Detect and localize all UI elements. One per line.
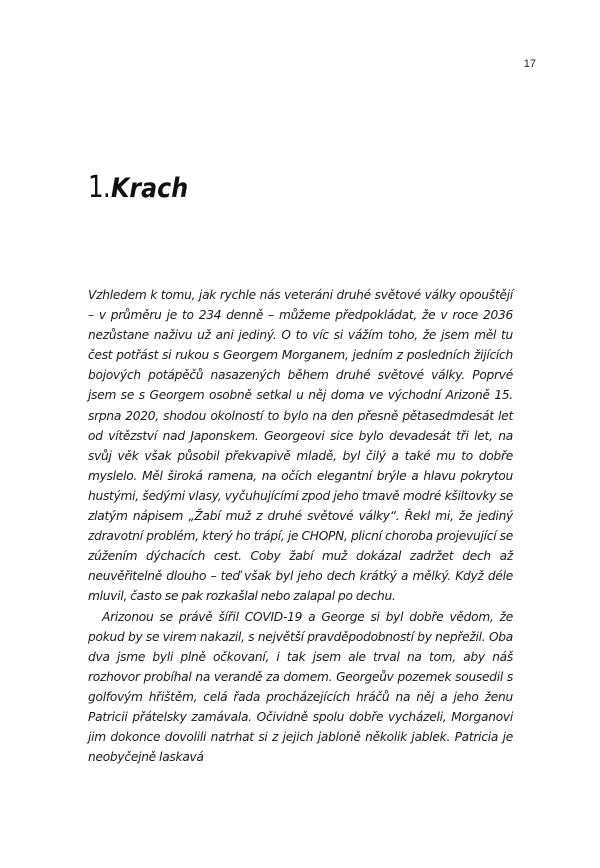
chapter-title: Krach — [110, 173, 188, 204]
paragraph: Arizonou se právě šířil COVID-19 a George si byl dobře vědom, že pokud by se virem nakazil, s největší pravděpodobností by nepřežil. Oba dva jsme byli plně očkovaní, i tak jsem ale trval na tom, aby náš rozhovor probíhal na verandě za domem. Georgeův pozemek sousedil s golfovým hřištěm, celá řada procházejících hráčů na něj a jeho ženu Patricii přátelsky zamávala. Očividně spolu dobře vycházeli, Morganovi jim dokonce dovolili natrhat si z jejich jabloně několik jablek. Patricia je neobyčejně laskavá — [88, 609, 513, 765]
paragraph: Vzhledem k tomu, jak rychle nás veteráni druhé světové války opouštějí – v průměru je to 234 denně – můžeme předpokládat, že v roce 2036 nezůstane naživu už ani jediný. O to víc si vážím toho, že jsem měl tu čest potřást si rukou s Georgem Morganem, jedním z posledních žijících bojových potápěčů nasazených během druhé světové války. Poprvé jsem se s Georgem osobně setkal u něj doma ve východní Arizoně 15. srpna 2020, shodou okolností to bylo na den přesně pětasedmdesát let od vítězství nad Japonskem. Georgeovi sice bylo devadesát tři let, na svůj věk však působil překvapivě mladě, byl čilý a také mu to dobře myslelo. Měl široká ramena, na očích elegantní brýle a hlavu pokrytou hustými, šedými vlasy, vyčuhujícími zpod jeho tmavě modré kšiltovky se zlatým nápisem „Žabí muž z druhé světové války“. Řekl mi, že jediný zdravotní problém, který ho trápí, je CHOPN, plicní choroba projevující se zúžením dýchacích cest. Coby žabí muž dokázal zadržet dech až neuvěřitelně dlouho – teď však byl jeho dech krátký a mělký. Když déle mluvil, často se pak rozkašlal nebo zalapal po dechu. — [88, 288, 513, 604]
page-number: 17 — [523, 58, 536, 70]
chapter-body — [88, 285, 513, 767]
chapter-number: 1. — [88, 170, 110, 205]
chapter-heading — [88, 170, 198, 205]
